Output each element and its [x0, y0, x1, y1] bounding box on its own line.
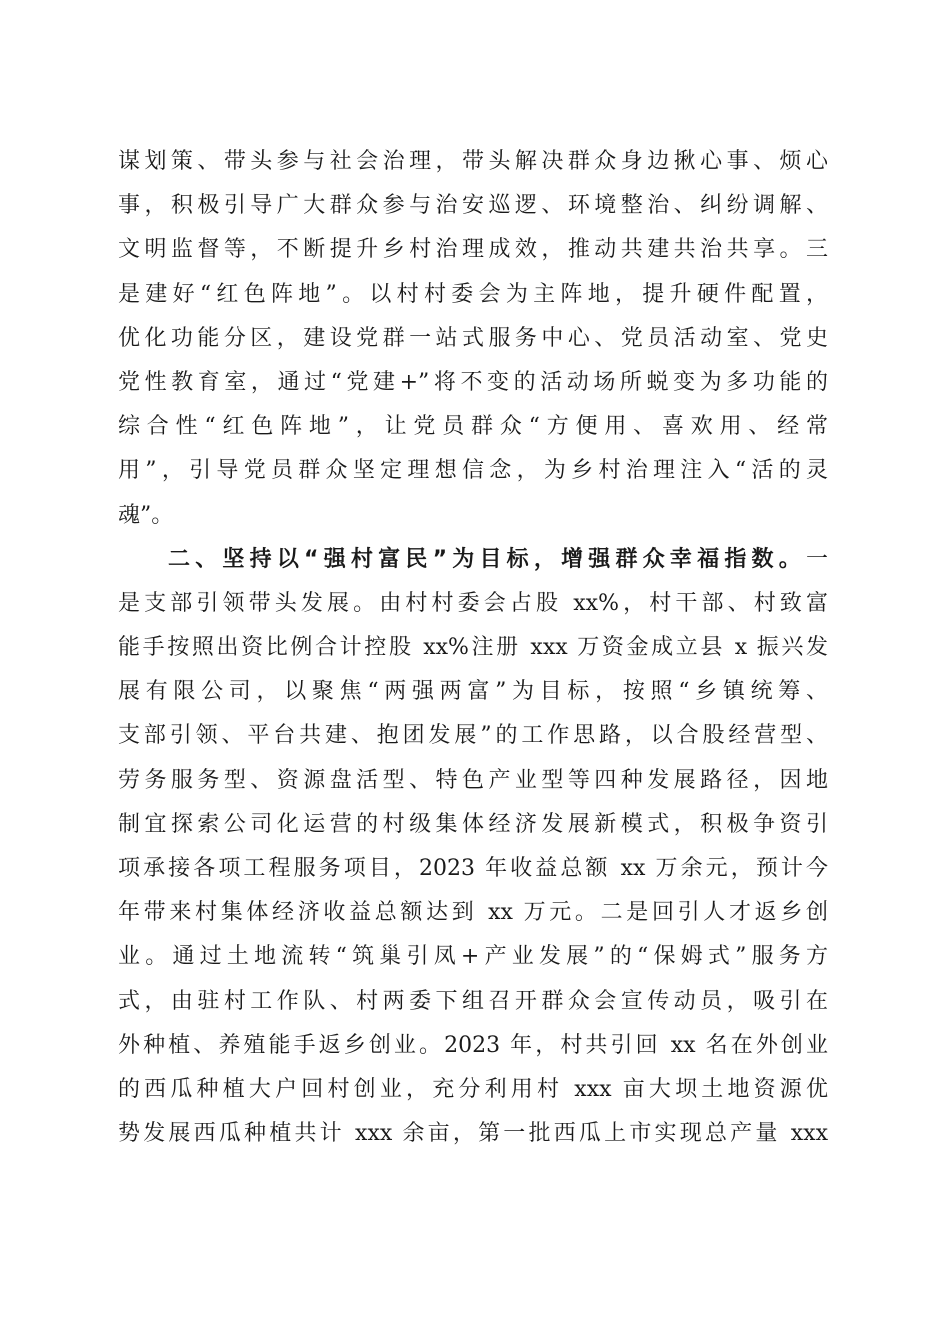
text-line: 事，积极引导广大群众参与治安巡逻、环境整治、纠纷调解、: [118, 193, 828, 219]
heading-line: [118, 538, 828, 582]
text-line: 魂”。: [118, 502, 174, 528]
text-line: 年带来村集体经济收益总额达到 xx 万元。二是回引人才返乡创: [118, 900, 828, 926]
text-line: 式，由驻村工作队、村两委下组召开群众会宣传动员，吸引在: [118, 988, 828, 1014]
text-line: 劳务服务型、资源盘活型、特色产业型等四种发展路径，因地: [118, 767, 828, 793]
document-body: [118, 140, 828, 1156]
text-line: 外种植、养殖能手返乡创业。2023 年，村共引回 xx 名在外创业: [118, 1032, 828, 1058]
text-line: 制宜探索公司化运营的村级集体经济发展新模式，积极争资引: [118, 811, 828, 837]
text-line: 展有限公司，以聚焦“两强两富”为目标，按照“乡镇统筹、: [118, 679, 828, 705]
text-line: 是支部引领带头发展。由村村委会占股 xx%，村干部、村致富: [118, 590, 828, 616]
paragraph-2: [118, 538, 828, 1157]
text-line: 用”，引导党员群众坚定理想信念，为乡村治理注入“活的灵: [118, 458, 828, 484]
text-line: 优化功能分区，建设党群一站式服务中心、党员活动室、党史: [118, 325, 828, 351]
text-line: 势发展西瓜种植共计 xxx 余亩，第一批西瓜上市实现总产量 xxx: [118, 1121, 828, 1147]
text-line: 业。通过土地流转“筑巢引凤+产业发展”的“保姆式”服务方: [118, 944, 828, 970]
heading-line-rest: 一: [805, 546, 828, 572]
paragraph-1: [118, 140, 828, 538]
section-heading: 二、坚持以“强村富民”为目标，增强群众幸福指数。: [168, 546, 806, 572]
text-line: 综合性“红色阵地”，让党员群众“方便用、喜欢用、经常: [118, 414, 828, 440]
text-line: 党性教育室，通过“党建+”将不变的活动场所蜕变为多功能的: [118, 369, 828, 395]
text-line: 支部引领、平台共建、抱团发展”的工作思路，以合股经营型、: [118, 723, 828, 749]
text-line: 谋划策、带头参与社会治理，带头解决群众身边揪心事、烦心: [118, 149, 828, 174]
text-line: 是建好“红色阵地”。以村村委会为主阵地，提升硬件配置，: [118, 281, 828, 307]
text-line: 项承接各项工程服务项目，2023 年收益总额 xx 万余元，预计今: [118, 856, 828, 881]
text-line: 文明监督等，不断提升乡村治理成效，推动共建共治共享。三: [118, 237, 828, 263]
text-line: 的西瓜种植大户回村创业，充分利用村 xxx 亩大坝土地资源优: [118, 1076, 828, 1102]
text-line: 能手按照出资比例合计控股 xx%注册 xxx 万资金成立县 x 振兴发: [118, 635, 828, 661]
